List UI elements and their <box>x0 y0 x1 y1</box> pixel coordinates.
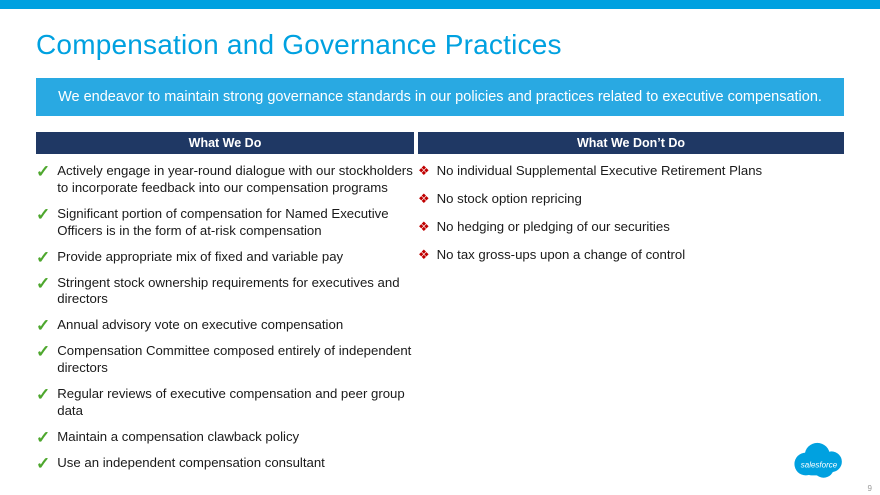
do-list-item <box>36 455 414 472</box>
check-icon: ✓ <box>36 316 51 336</box>
check-icon: ✓ <box>36 427 51 447</box>
dont-list-item <box>418 247 844 264</box>
what-we-do-column <box>36 132 414 481</box>
dont-item-text: No stock option repricing <box>436 190 582 206</box>
do-list-item <box>36 206 414 240</box>
check-icon: ✓ <box>36 342 51 362</box>
do-list-item <box>36 163 414 197</box>
cloud-icon <box>790 440 848 480</box>
do-list-item <box>36 249 414 266</box>
dont-list-item <box>418 191 844 208</box>
practices-table <box>36 132 844 481</box>
page-title: Compensation and Governance Practices <box>36 29 562 60</box>
what-we-dont-do-column <box>418 132 844 481</box>
diamond-bullet-icon: ❖ <box>418 246 430 262</box>
diamond-bullet-icon: ❖ <box>418 163 430 178</box>
do-item-text: Provide appropriate mix of fixed and variable pay <box>57 248 344 264</box>
do-item-text: Maintain a compensation clawback policy <box>57 428 300 444</box>
do-item-text: Regular reviews of executive compensation and peer group data <box>57 386 405 419</box>
do-list-item <box>36 317 414 334</box>
do-item-text: Compensation Committee composed entirely of independent directors <box>57 343 412 376</box>
salesforce-logo <box>790 440 848 485</box>
do-item-text: Annual advisory vote on executive compensation <box>57 317 344 333</box>
diamond-bullet-icon: ❖ <box>418 190 430 206</box>
what-we-dont-do-header: What We Don’t Do <box>418 132 844 154</box>
do-list-item <box>36 275 414 309</box>
check-icon: ✓ <box>36 247 51 267</box>
dont-list-item <box>418 219 844 236</box>
do-list-item <box>36 386 414 420</box>
top-accent-bar <box>0 0 880 9</box>
do-item-text: Significant portion of compensation for Named Executive Officers is in the form of at-risk compensation <box>57 205 389 238</box>
what-we-do-header: What We Do <box>36 132 414 154</box>
do-list-item <box>36 343 414 377</box>
check-icon: ✓ <box>36 273 51 293</box>
diamond-bullet-icon: ❖ <box>418 218 430 234</box>
dont-item-text: No individual Supplemental Executive Retirement Plans <box>436 163 763 178</box>
do-list-item <box>36 429 414 446</box>
do-item-text: Use an independent compensation consultant <box>57 454 325 470</box>
salesforce-logo-text: salesforce <box>800 460 838 470</box>
check-icon: ✓ <box>36 453 51 473</box>
page-number: 9 <box>867 484 872 493</box>
what-we-do-list <box>36 154 414 481</box>
do-item-text: Actively engage in year-round dialogue with our stockholders to incorporate feedback into our compensation programs <box>57 163 413 195</box>
dont-list-item <box>418 163 844 180</box>
check-icon: ✓ <box>36 385 51 405</box>
check-icon: ✓ <box>36 204 51 224</box>
what-we-dont-do-list <box>418 154 844 275</box>
dont-item-text: No tax gross-ups upon a change of control <box>436 246 686 262</box>
dont-item-text: No hedging or pledging of our securities <box>436 218 670 234</box>
check-icon: ✓ <box>36 162 51 181</box>
do-item-text: Stringent stock ownership requirements for executives and directors <box>57 274 400 307</box>
banner-statement: We endeavor to maintain strong governance standards in our policies and practices related to executive compensation. <box>36 78 844 116</box>
